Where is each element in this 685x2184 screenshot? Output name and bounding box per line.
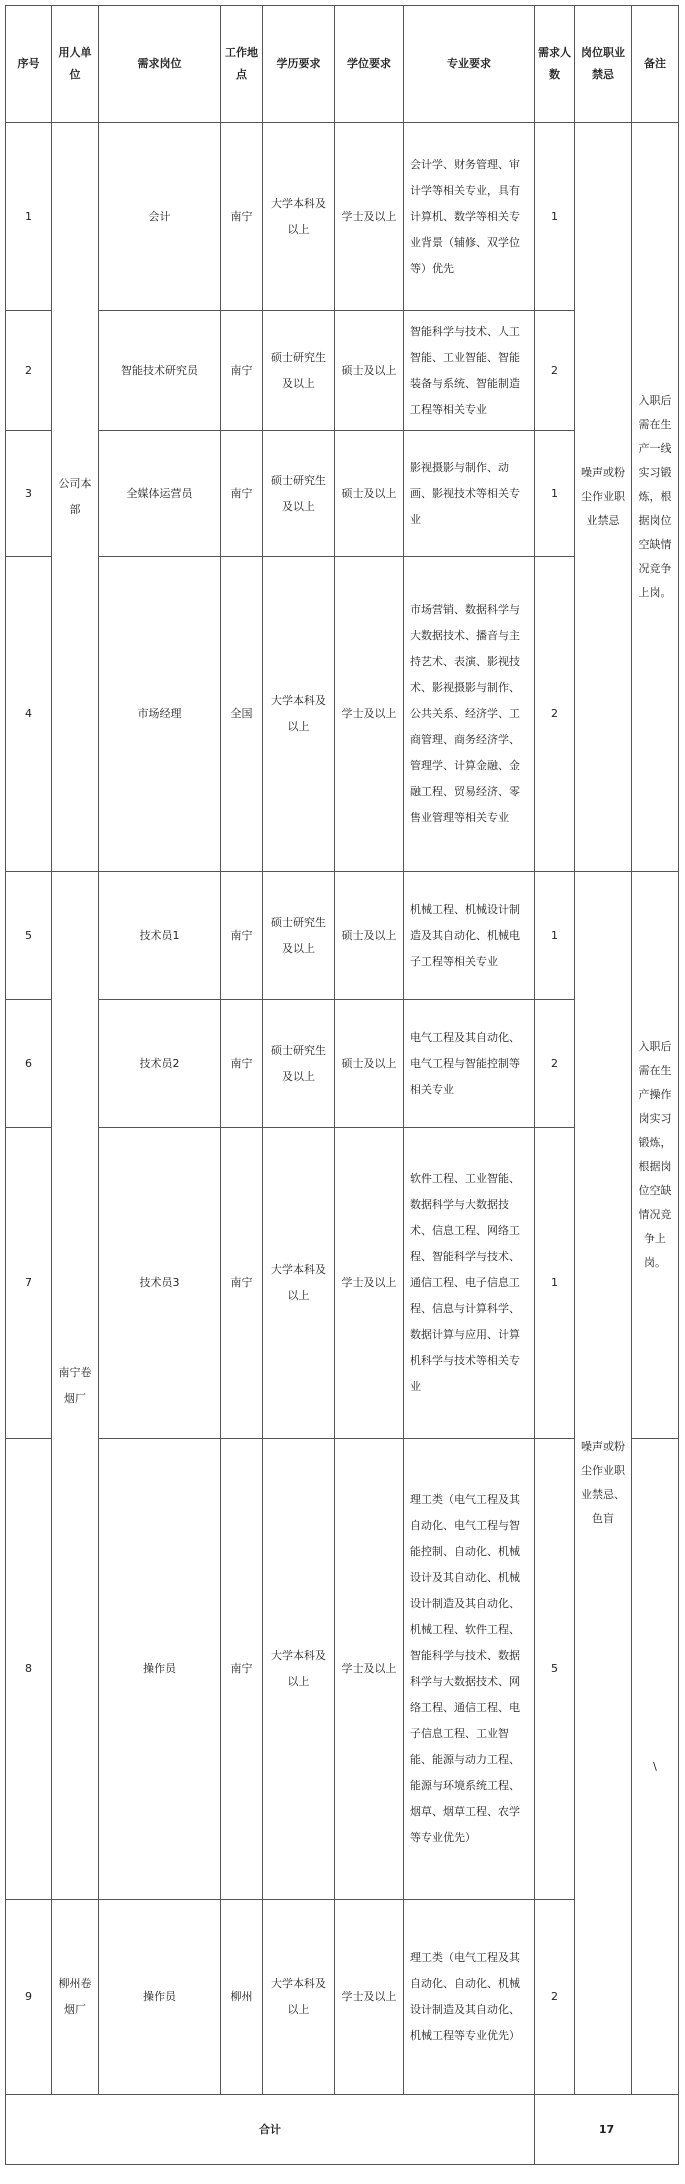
cell-location: 南宁 [221, 872, 263, 1000]
cell-count: 2 [535, 311, 575, 431]
header-degree: 学位要求 [335, 6, 404, 123]
cell-seq: 7 [6, 1128, 52, 1439]
cell-major: 理工类（电气工程及其自动化、电气工程与智能控制、自动化、机械设计及其自动化、机械设计制造及其自动化、机械工程、软件工程、智能科学与技术、数据科学与大数据技术、网络工程、通信工程、电子信息工程、工业智能、能源与动力工程、能源与环境系统工程、烟草、烟草工程、农学等专业优先） [404, 1439, 535, 1900]
recruitment-table [5, 5, 679, 2165]
cell-unit-nanning: 南宁卷烟厂 [52, 872, 99, 1900]
cell-location: 南宁 [221, 431, 263, 557]
cell-position: 技术员3 [99, 1128, 221, 1439]
cell-count: 1 [535, 123, 575, 311]
cell-position: 智能技术研究员 [99, 311, 221, 431]
cell-degree: 学士及以上 [335, 557, 404, 872]
cell-major: 电气工程及其自动化、电气工程与智能控制等相关专业 [404, 1000, 535, 1128]
header-seq: 序号 [6, 6, 52, 123]
cell-education: 大学本科及以上 [263, 1439, 335, 1900]
table-row [6, 872, 679, 1000]
header-taboo: 岗位职业禁忌 [575, 6, 632, 123]
cell-major: 会计学、财务管理、审计学等相关专业，具有计算机、数学等相关专业背景（辅修、双学位等）优先 [404, 123, 535, 311]
cell-major: 智能科学与技术、人工智能、工业智能、智能装备与系统、智能制造工程等相关专业 [404, 311, 535, 431]
cell-education: 硕士研究生及以上 [263, 431, 335, 557]
cell-unit-hq: 公司本部 [52, 123, 99, 872]
cell-seq: 2 [6, 311, 52, 431]
cell-position: 操作员 [99, 1900, 221, 2095]
cell-major: 软件工程、工业智能、数据科学与大数据技术、信息工程、网络工程、智能科学与技术、通信工程、电子信息工程、信息与计算科学、数据计算与应用、计算机科学与技术等相关专业 [404, 1128, 535, 1439]
cell-seq: 5 [6, 872, 52, 1000]
cell-location: 南宁 [221, 1439, 263, 1900]
header-notes: 备注 [632, 6, 679, 123]
header-count: 需求人数 [535, 6, 575, 123]
header-position: 需求岗位 [99, 6, 221, 123]
cell-seq: 1 [6, 123, 52, 311]
cell-count: 2 [535, 557, 575, 872]
table-row [6, 123, 679, 311]
cell-location: 柳州 [221, 1900, 263, 2095]
cell-education: 大学本科及以上 [263, 557, 335, 872]
cell-unit-liuzhou: 柳州卷烟厂 [52, 1900, 99, 2095]
cell-location: 南宁 [221, 123, 263, 311]
cell-degree: 硕士及以上 [335, 872, 404, 1000]
cell-position: 会计 [99, 123, 221, 311]
cell-position: 技术员2 [99, 1000, 221, 1128]
cell-degree: 学士及以上 [335, 1439, 404, 1900]
cell-count: 2 [535, 1900, 575, 2095]
cell-count: 2 [535, 1000, 575, 1128]
total-label: 合计 [6, 2095, 535, 2165]
cell-education: 硕士研究生及以上 [263, 311, 335, 431]
cell-count: 1 [535, 431, 575, 557]
cell-seq: 9 [6, 1900, 52, 2095]
cell-degree: 硕士及以上 [335, 431, 404, 557]
cell-education: 硕士研究生及以上 [263, 1000, 335, 1128]
header-unit: 用人单位 [52, 6, 99, 123]
cell-seq: 8 [6, 1439, 52, 1900]
cell-major: 机械工程、机械设计制造及其自动化、机械电子工程等相关专业 [404, 872, 535, 1000]
cell-location: 南宁 [221, 1128, 263, 1439]
cell-education: 大学本科及以上 [263, 1900, 335, 2095]
cell-count: 5 [535, 1439, 575, 1900]
cell-location: 南宁 [221, 311, 263, 431]
cell-major: 影视摄影与制作、动画、影视技术等相关专业 [404, 431, 535, 557]
cell-location: 南宁 [221, 1000, 263, 1128]
cell-seq: 6 [6, 1000, 52, 1128]
cell-degree: 学士及以上 [335, 1128, 404, 1439]
cell-degree: 学士及以上 [335, 123, 404, 311]
cell-education: 大学本科及以上 [263, 123, 335, 311]
cell-count: 1 [535, 1128, 575, 1439]
cell-position: 操作员 [99, 1439, 221, 1900]
cell-notes-hq: 入职后需在生产一线实习锻炼，根据岗位空缺情况竞争上岗。 [632, 123, 679, 872]
cell-degree: 硕士及以上 [335, 1000, 404, 1128]
cell-degree: 学士及以上 [335, 1900, 404, 2095]
header-major: 专业要求 [404, 6, 535, 123]
cell-taboo-hq: 噪声或粉尘作业职业禁忌 [575, 123, 632, 872]
cell-position: 市场经理 [99, 557, 221, 872]
cell-notes-other: \ [632, 1439, 679, 2095]
total-count: 17 [535, 2095, 679, 2165]
cell-education: 硕士研究生及以上 [263, 872, 335, 1000]
cell-education: 大学本科及以上 [263, 1128, 335, 1439]
cell-location: 全国 [221, 557, 263, 872]
cell-count: 1 [535, 872, 575, 1000]
cell-major: 理工类（电气工程及其自动化、自动化、机械设计制造及其自动化、机械工程等专业优先） [404, 1900, 535, 2095]
cell-major: 市场营销、数据科学与大数据技术、播音与主持艺术、表演、影视技术、影视摄影与制作、公共关系、经济学、工商管理、商务经济学、管理学、计算金融、金融工程、贸易经济、零售业管理等相关专业 [404, 557, 535, 872]
cell-notes-nanning: 入职后需在生产操作岗实习锻炼，根据岗位空缺情况竞争上岗。 [632, 872, 679, 1439]
header-row [6, 6, 679, 123]
cell-position: 全媒体运营员 [99, 431, 221, 557]
cell-seq: 3 [6, 431, 52, 557]
cell-taboo-factory: 噪声或粉尘作业职业禁忌、色盲 [575, 872, 632, 2095]
cell-position: 技术员1 [99, 872, 221, 1000]
header-location: 工作地点 [221, 6, 263, 123]
cell-seq: 4 [6, 557, 52, 872]
header-education: 学历要求 [263, 6, 335, 123]
total-row [6, 2095, 679, 2165]
cell-degree: 硕士及以上 [335, 311, 404, 431]
